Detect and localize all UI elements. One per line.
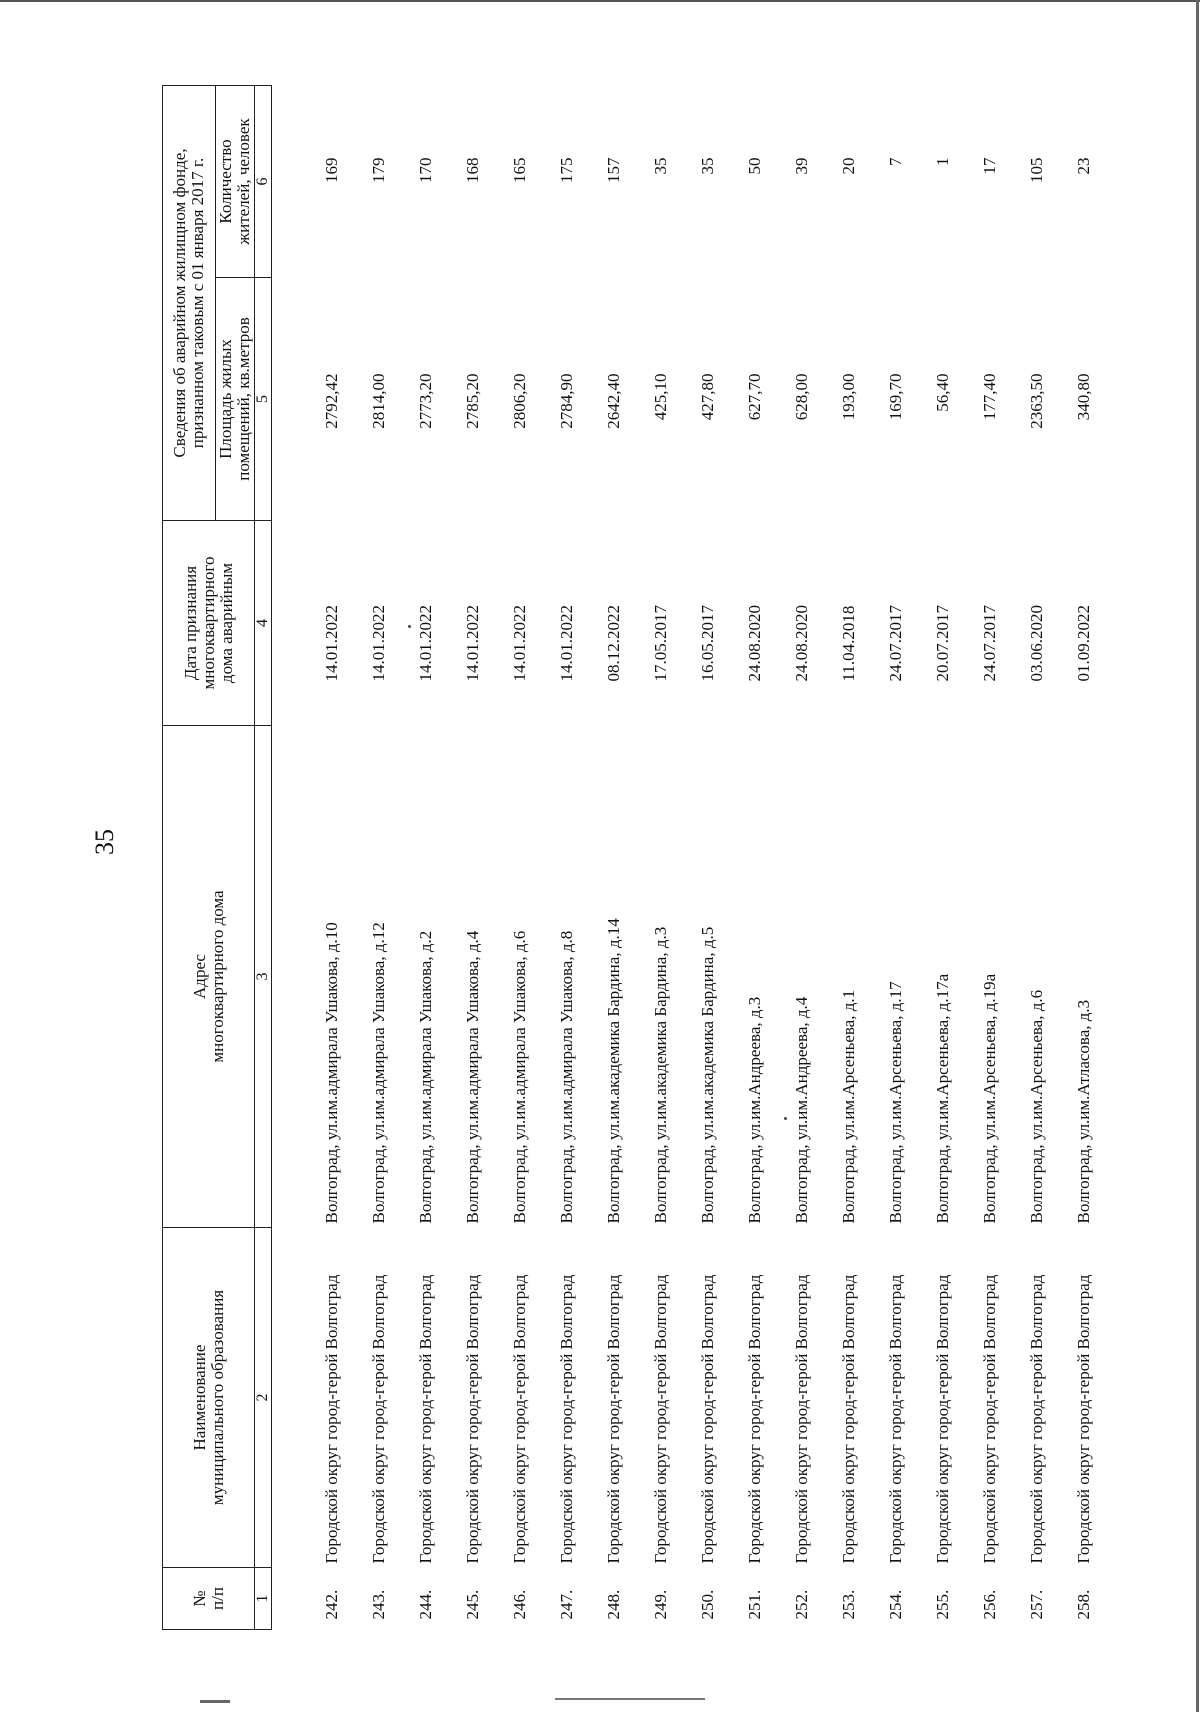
area-cell: 177,40 [979, 373, 999, 421]
area-cell: 340,80 [1073, 373, 1093, 421]
table-row [1060, 85, 1107, 1629]
row-number: 242. [321, 1589, 341, 1620]
table-row [778, 85, 825, 1629]
area-cell: 169,70 [885, 373, 905, 421]
address-cell: Волгоград, ул.им.Андреева, д.3 [744, 996, 764, 1224]
row-number: 252. [791, 1589, 811, 1620]
area-cell: 427,80 [697, 373, 717, 421]
residents-cell: 1 [932, 157, 952, 166]
table-row [1013, 85, 1060, 1629]
residents-cell: 17 [979, 157, 999, 175]
date-cell: 17.05.2017 [650, 605, 670, 682]
header-area: Площадь жилых помещений, кв.метров [216, 278, 255, 521]
header-no: № п/п [163, 1568, 255, 1630]
row-number: 249. [650, 1589, 670, 1620]
area-cell: 2814,00 [368, 373, 388, 429]
table-row [966, 85, 1013, 1629]
municipality-cell: Городской округ город-герой Волгоград [1026, 1274, 1046, 1564]
column-number: 4 [255, 521, 272, 726]
column-number: 1 [255, 1568, 272, 1630]
row-number: 250. [697, 1589, 717, 1620]
residents-cell: 170 [415, 157, 435, 183]
residents-cell: 157 [603, 157, 623, 183]
residents-cell: 179 [368, 157, 388, 183]
row-number: 248. [603, 1589, 623, 1620]
row-number: 251. [744, 1589, 764, 1620]
table-row [731, 85, 778, 1629]
municipality-cell: Городской округ город-герой Волгоград [509, 1274, 529, 1564]
date-cell: 11.04.2018 [838, 605, 858, 682]
municipality-cell: Городской округ город-герой Волгоград [885, 1274, 905, 1564]
table-row [590, 85, 637, 1629]
table-row [496, 85, 543, 1629]
row-number: 246. [509, 1589, 529, 1620]
address-cell: Волгоград, ул.им.адмирала Ушакова, д.10 [321, 922, 341, 1224]
address-cell: Волгоград, ул.им.Арсеньева, д.1 [838, 989, 858, 1224]
row-number: 255. [932, 1589, 952, 1620]
address-cell: Волгоград, ул.им.Арсеньева, д.17 [885, 981, 905, 1224]
date-cell: 14.01.2022 [368, 605, 388, 682]
date-cell: 24.07.2017 [979, 605, 999, 682]
date-cell: 14.01.2022 [462, 605, 482, 682]
address-cell: Волгоград, ул.им.академика Бардина, д.5 [697, 926, 717, 1224]
emergency-housing-table [162, 85, 1107, 1630]
row-number: 243. [368, 1589, 388, 1620]
address-cell: Волгоград, ул.им.адмирала Ушакова, д.2 [415, 930, 435, 1224]
row-number: 244. [415, 1589, 435, 1620]
header-municipality: Наименование муниципального образования [163, 1228, 255, 1568]
residents-cell: 7 [885, 157, 905, 166]
municipality-cell: Городской округ город-герой Волгоград [791, 1274, 811, 1564]
table-row [543, 85, 590, 1629]
table-row [402, 85, 449, 1629]
residents-cell: 105 [1026, 157, 1046, 183]
residents-cell: 168 [462, 157, 482, 183]
header-residents: Количество жителей, человек [216, 85, 255, 277]
table-row [355, 85, 402, 1629]
residents-cell: 35 [697, 157, 717, 175]
address-cell: Волгоград, ул.им.адмирала Ушакова, д.4 [462, 930, 482, 1224]
date-cell: 14.01.2022 [556, 605, 576, 682]
area-cell: 2642,40 [603, 373, 623, 429]
date-cell: 14.01.2022 [321, 605, 341, 682]
municipality-cell: Городской округ город-герой Волгоград [415, 1274, 435, 1564]
address-cell: Волгоград, ул.им.академика Бардина, д.14 [603, 918, 623, 1224]
municipality-cell: Городской округ город-герой Волгоград [838, 1274, 858, 1564]
row-number: 258. [1073, 1589, 1093, 1620]
table-row [872, 85, 919, 1629]
address-cell: Волгоград, ул.им.адмирала Ушакова, д.6 [509, 930, 529, 1224]
area-cell: 56,40 [932, 373, 952, 412]
municipality-cell: Городской округ город-герой Волгоград [697, 1274, 717, 1564]
date-cell: 08.12.2022 [603, 605, 623, 682]
row-number: 245. [462, 1589, 482, 1620]
page-number: 35 [90, 829, 119, 855]
row-number: 247. [556, 1589, 576, 1620]
column-number: 6 [255, 85, 272, 277]
municipality-cell: Городской округ город-герой Волгоград [1073, 1274, 1093, 1564]
table-body [272, 85, 1108, 1629]
municipality-cell: Городской округ город-герой Волгоград [932, 1274, 952, 1564]
table-row [684, 85, 731, 1629]
municipality-cell: Городской округ город-герой Волгоград [556, 1274, 576, 1564]
table-row [919, 85, 966, 1629]
table-row [637, 85, 684, 1629]
municipality-cell: Городской округ город-герой Волгоград [462, 1274, 482, 1564]
area-cell: 193,00 [838, 373, 858, 421]
row-number: 253. [838, 1589, 858, 1620]
address-cell: Волгоград, ул.им.Атласова, д.3 [1073, 999, 1093, 1224]
municipality-cell: Городской округ город-герой Волгоград [603, 1274, 623, 1564]
area-cell: 627,70 [744, 373, 764, 421]
municipality-cell: Городской округ город-герой Волгоград [744, 1274, 764, 1564]
municipality-cell: Городской округ город-герой Волгоград [979, 1274, 999, 1564]
address-cell: Волгоград, ул.им.адмирала Ушакова, д.12 [368, 922, 388, 1224]
date-cell: 03.06.2020 [1026, 605, 1046, 682]
date-cell: 01.09.2022 [1073, 605, 1093, 682]
area-cell: 2784,90 [556, 373, 576, 429]
column-number: 2 [255, 1228, 272, 1568]
date-cell: 20.07.2017 [932, 605, 952, 682]
address-cell: Волгоград, ул.им.Арсеньева, д.17а [932, 973, 952, 1224]
address-cell: Волгоград, ул.им.Андреева, д.4 [791, 996, 811, 1224]
area-cell: 2785,20 [462, 373, 482, 429]
header-address: Адрес многоквартирного дома [163, 726, 255, 1228]
residents-cell: 169 [321, 157, 341, 183]
residents-cell: 23 [1073, 157, 1093, 175]
date-cell: 14.01.2022 [509, 605, 529, 682]
address-cell: Волгоград, ул.им.академика Бардина, д.3 [650, 926, 670, 1224]
residents-cell: 20 [838, 157, 858, 175]
row-number: 254. [885, 1589, 905, 1620]
table-row [449, 85, 496, 1629]
residents-cell: 39 [791, 157, 811, 175]
header-date: Дата признания многоквартирного дома аварийным [163, 521, 255, 726]
area-cell: 628,00 [791, 373, 811, 421]
area-cell: 2806,20 [509, 373, 529, 429]
table-row [825, 85, 872, 1629]
area-cell: 2773,20 [415, 373, 435, 429]
residents-cell: 175 [556, 157, 576, 183]
municipality-cell: Городской округ город-герой Волгоград [650, 1274, 670, 1564]
area-cell: 2792,42 [321, 373, 341, 429]
residents-cell: 50 [744, 157, 764, 175]
area-cell: 425,10 [650, 373, 670, 421]
column-number: 3 [255, 726, 272, 1228]
address-cell: Волгоград, ул.им.Арсеньева, д.19а [979, 973, 999, 1224]
residents-cell: 35 [650, 157, 670, 175]
table-row [272, 85, 356, 1629]
municipality-cell: Городской округ город-герой Волгоград [368, 1274, 388, 1564]
address-cell: Волгоград, ул.им.Арсеньева, д.6 [1026, 989, 1046, 1224]
header-info-group: Сведения об аварийном жилищном фонде, признанном таковым с 01 января 2017 г. [163, 85, 216, 520]
date-cell: 16.05.2017 [697, 605, 717, 682]
row-number: 257. [1026, 1589, 1046, 1620]
date-cell: 24.08.2020 [791, 605, 811, 682]
row-number: 256. [979, 1589, 999, 1620]
municipality-cell: Городской округ город-герой Волгоград [321, 1274, 341, 1564]
date-cell: 24.07.2017 [885, 605, 905, 682]
residents-cell: 165 [509, 157, 529, 183]
area-cell: 2363,50 [1026, 373, 1046, 429]
column-number: 5 [255, 278, 272, 521]
date-cell: 24.08.2020 [744, 605, 764, 682]
date-cell: 14.01.2022 [415, 605, 435, 682]
address-cell: Волгоград, ул.им.адмирала Ушакова, д.8 [556, 930, 576, 1224]
